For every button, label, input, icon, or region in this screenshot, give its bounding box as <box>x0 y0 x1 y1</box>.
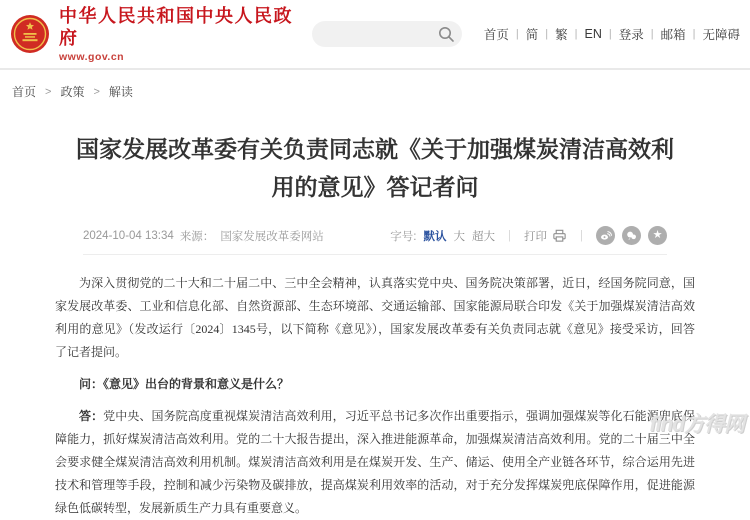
nav-mail[interactable]: 邮箱 <box>660 28 686 42</box>
nav-traditional[interactable]: 繁 <box>555 28 568 42</box>
article-body <box>55 272 695 520</box>
paragraph-question-1: 问：《意见》出台的背景和意义是什么？ <box>79 377 290 391</box>
paragraph-intro: 为深入贯彻党的二十大和二十届二中、三中全会精神，认真落实党中央、国务院决策部署，近日，经国务院同意，国家发展改革委、工业和信息化部、自然资源部、生态环境部、交通运输部、国家能源局联合印发《关于加强煤炭清洁高效利用的意见》（发改运行〔2024〕1345号，以下简称《意见》），国家发展改革委有关负责同志就《意见》接受采访，回答了记者提问。 <box>55 276 695 359</box>
article <box>0 130 750 520</box>
nav-separator: | <box>692 28 696 40</box>
wechat-icon <box>625 229 638 242</box>
nav-separator: | <box>515 28 519 40</box>
national-emblem-icon <box>10 14 50 54</box>
meta-separator: | <box>508 229 511 242</box>
breadcrumb-policy[interactable]: 政策 <box>60 85 85 99</box>
nav-home[interactable]: 首页 <box>483 28 509 42</box>
print-label: 打印 <box>524 230 547 243</box>
nav-accessibility[interactable]: 无障碍 <box>702 28 740 42</box>
font-size-large-button[interactable]: 大 <box>453 230 465 243</box>
meta-separator: | <box>580 229 583 242</box>
top-nav <box>484 25 740 43</box>
printer-icon <box>552 228 567 243</box>
watermark: find方得网 <box>649 413 744 436</box>
font-size-label: 字号: <box>390 230 417 243</box>
font-size-default-button[interactable]: 默认 <box>423 230 447 243</box>
site-header <box>0 0 750 70</box>
nav-separator: | <box>608 28 612 40</box>
share-favorite-button[interactable] <box>648 226 667 245</box>
breadcrumb <box>0 70 750 100</box>
nav-english[interactable]: EN <box>584 27 602 41</box>
breadcrumb-separator: > <box>45 85 52 98</box>
search-icon[interactable] <box>437 25 455 43</box>
nav-separator: | <box>650 28 654 40</box>
breadcrumb-interpretation[interactable]: 解读 <box>108 85 133 99</box>
breadcrumb-separator: > <box>93 85 100 98</box>
publish-date: 2024-10-04 13:34 <box>83 229 174 242</box>
article-title: 国家发展改革委有关负责同志就《关于加强煤炭清洁高效利用的意见》答记者问 <box>76 136 674 200</box>
share-wechat-button[interactable] <box>622 226 641 245</box>
search-input[interactable] <box>324 22 442 46</box>
article-meta-row <box>83 226 667 255</box>
print-button[interactable] <box>524 228 567 244</box>
nav-simplified[interactable]: 简 <box>525 28 539 42</box>
answer-label: 答： <box>79 409 104 423</box>
gov-logo[interactable] <box>10 5 312 63</box>
breadcrumb-home[interactable]: 首页 <box>12 85 37 99</box>
source-name[interactable]: 国家发展改革委网站 <box>220 230 324 243</box>
font-size-xlarge-button[interactable]: 超大 <box>472 230 495 243</box>
star-icon: ★ <box>652 229 663 241</box>
search-box[interactable] <box>312 21 462 47</box>
nav-separator: | <box>574 28 578 40</box>
nav-login[interactable]: 登录 <box>618 28 644 42</box>
paragraph-answer-1 <box>55 405 695 520</box>
source-label: 来源： <box>179 230 215 243</box>
answer-text: 党中央、国务院高度重视煤炭清洁高效利用，习近平总书记多次作出重要指示，强调加强煤炭等化石能源兜底保障能力，抓好煤炭清洁高效利用。党的二十大报告提出，深入推进能源革命，加强煤炭清洁高效利用。党的二十届三中全会要求健全煤炭清洁高效利用机制。煤炭清洁高效利用是在煤炭开发、生产、储运、使用全产业链各环节，综合运用先进技术和管理等手段，控制和减少污染物及碳排放，提高煤炭利用效率的活动，对于充分发挥煤炭兜底保障作用，促进能源绿色低碳转型，发展新质生产力具有重要意义。 <box>55 409 695 515</box>
share-weibo-button[interactable] <box>596 226 615 245</box>
site-title: 中华人民共和国中央人民政府 <box>59 6 293 48</box>
weibo-icon <box>599 229 612 242</box>
nav-separator: | <box>545 28 549 40</box>
site-url: www.gov.cn <box>59 51 125 63</box>
